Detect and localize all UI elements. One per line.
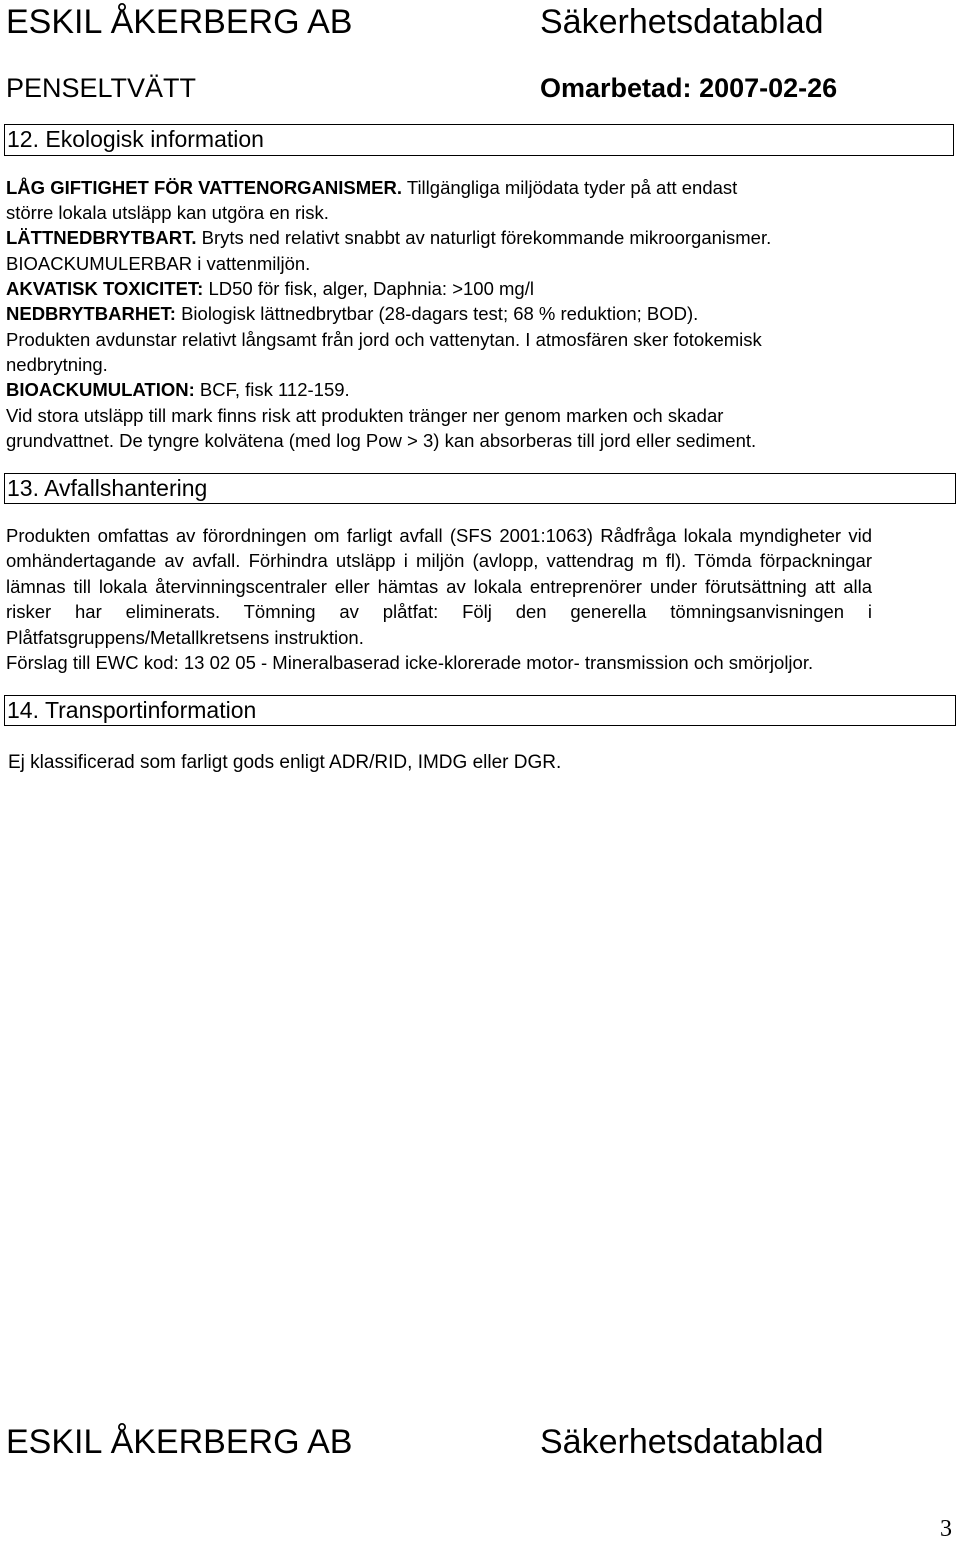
waste-paragraph: Produkten omfattas av förordningen om farligt avfall (SFS 2001:1063) Rådfråga lokala myndigheter vid omhändertagande av avfall. Förhindra utsläpp i miljön (avlopp, vattendrag m fl). Tömda förpackningar lämnas till lokala återvinningscentraler eller hämtas av lokala entreprenörer under förutsättning att alla risker har eliminerats. Tömning av plåtfat: Följ den generella tömningsanvisningen i Plåtfatsgruppens/Metallkretsens instruktion. — [6, 525, 872, 648]
s12-line-2: större lokala utsläpp kan utgöra en risk. — [6, 202, 329, 223]
transport-text: Ej klassificerad som farligt gods enligt ADR/RID, IMDG eller DGR. — [8, 752, 562, 773]
footer-company-name: ESKIL ÅKERBERG AB — [6, 1423, 353, 1461]
revision-label: Omarbetad: — [540, 73, 692, 103]
s12-line-10: Vid stora utsläpp till mark finns risk att produkten tränger ner genom marken och skadar — [6, 405, 724, 426]
ewc-code-line: Förslag till EWC kod: 13 02 05 - Mineralbaserad icke-klorerade motor- transmission och smörjoljor. — [6, 652, 814, 674]
s12-line-5: AKVATISK TOXICITET: LD50 för fisk, alger, Daphnia: >100 mg/l — [6, 278, 534, 299]
revision-date: 2007-02-26 — [699, 73, 838, 103]
footer-document-type: Säkerhetsdatablad — [540, 1423, 824, 1461]
page-number: 3 — [940, 1516, 952, 1542]
s12-line-8: nedbrytning. — [6, 354, 108, 375]
section-14-heading: 14. Transportinformation — [4, 695, 956, 726]
s12-line-6: NEDBRYTBARHET: Biologisk lättnedbrytbar (28-dagars test; 68 % reduktion; BOD). — [6, 303, 699, 324]
revision-info — [540, 72, 837, 104]
s12-line-1: LÅG GIFTIGHET FÖR VATTENORGANISMER. Tillgängliga miljödata tyder på att endast — [6, 177, 738, 198]
product-name: PENSELTVÄTT — [6, 73, 197, 103]
document-type: Säkerhetsdatablad — [540, 3, 824, 41]
s12-line-9: BIOACKUMULATION: BCF, fisk 112-159. — [6, 379, 350, 400]
section-12-heading: 12. Ekologisk information — [4, 124, 954, 156]
s12-line-11: grundvattnet. De tyngre kolvätena (med log Pow > 3) kan absorberas till jord eller sediment. — [6, 430, 757, 451]
s12-line-7: Produkten avdunstar relativt långsamt från jord och vattenytan. I atmosfären sker fotokemisk — [6, 329, 762, 350]
s12-line-4: BIOACKUMULERBAR i vattenmiljön. — [6, 253, 311, 274]
section-13-heading: 13. Avfallshantering — [4, 473, 956, 504]
section-13-body — [6, 523, 872, 675]
company-name: ESKIL ÅKERBERG AB — [6, 3, 353, 41]
s12-line-3: LÄTTNEDBRYTBART. Bryts ned relativt snabbt av naturligt förekommande mikroorganismer. — [6, 227, 772, 248]
